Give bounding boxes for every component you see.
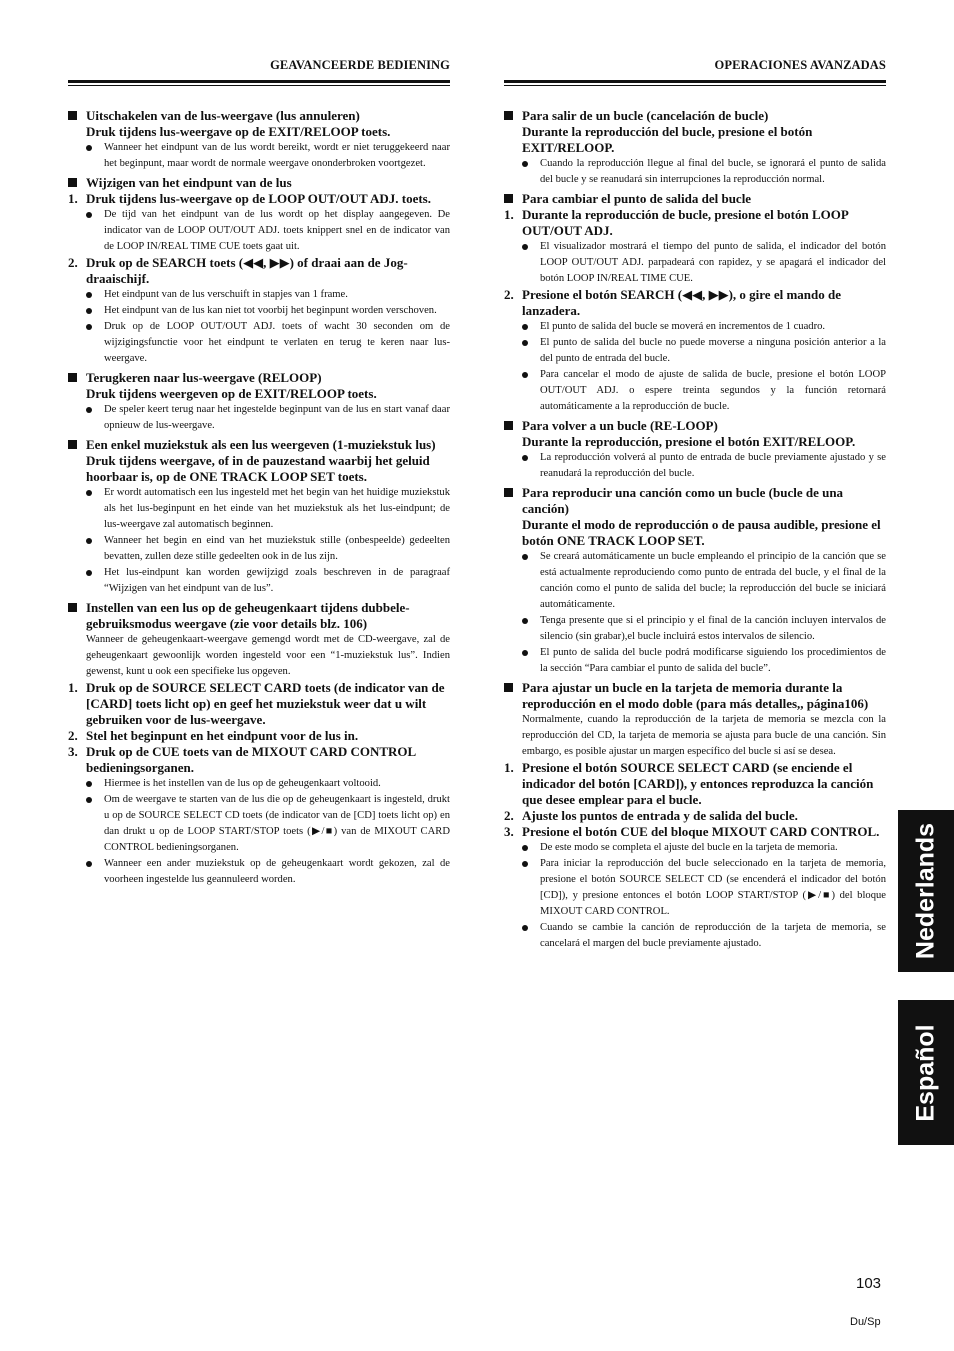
bullet-dot-icon — [86, 861, 92, 867]
section-title-text: Een enkel muziekstuk als een lus weergeven (1-muziekstuk lus) — [86, 437, 436, 452]
square-bullet-icon — [68, 603, 77, 612]
bullet-text: De tijd van het eindpunt van de lus wordt op het display aangegeven. De indicator van de LOOP OUT/OUT ADJ. toets knippert snel en de indicator van de LOOP IN/REAL TIME CUE toets gaat uit. — [104, 209, 450, 252]
bullet-item — [68, 856, 450, 888]
bullet-item — [68, 402, 450, 434]
bullet-dot-icon — [522, 455, 528, 461]
bullet-text: El punto de salida del bucle no puede moverse a ninguna posición anterior a la del punto de entrada del bucle. — [540, 337, 886, 364]
bullet-dot-icon — [86, 324, 92, 330]
step-text: Druk op de SEARCH toets (◀◀, ▶▶) of draai aan de Jog-draaischijf. — [86, 255, 408, 286]
bullet-text: Wanneer het begin en eind van het muziekstuk stille (onbespeelde) gedeelten bevatten, zullen deze stille gedeelten ook in de lus zijn. — [104, 535, 450, 562]
bullet-dot-icon — [86, 212, 92, 218]
left-column-header: GEAVANCEERDE BEDIENING — [68, 58, 450, 83]
step-number: 1. — [68, 191, 78, 206]
instruction: Durante la reproducción, presione el botón EXIT/RELOOP. — [522, 434, 856, 449]
right-content — [504, 108, 886, 952]
bullet-text: Hiermee is het instellen van de lus op de geheugenkaart voltooid. — [104, 778, 381, 789]
section-title — [68, 600, 450, 632]
bullet-text: Wanneer het eindpunt van de lus wordt bereikt, wordt er niet teruggekeerd naar het beginpunt, maar wordt de normale weergave ononderbroken voortgezet. — [104, 142, 450, 169]
bullet-dot-icon — [522, 372, 528, 378]
section-title-text: Para volver a un bucle (RE-LOOP) — [522, 418, 718, 433]
step-item — [504, 287, 886, 319]
step-text: Presione el botón CUE del bloque MIXOUT CARD CONTROL. — [522, 824, 880, 839]
instruction: Druk tijdens weergeven op de EXIT/RELOOP toets. — [86, 386, 377, 401]
bullet-item — [504, 920, 886, 952]
square-bullet-icon — [68, 373, 77, 382]
side-tab-espanol — [898, 1000, 954, 1145]
bullet-item — [504, 335, 886, 367]
bullet-text: Het lus-eindpunt kan worden gewijzigd zoals beschreven in de paragraaf “Wijzigen van het eindpunt van de lus”. — [104, 567, 450, 594]
bullet-item — [504, 549, 886, 613]
bullet-dot-icon — [522, 925, 528, 931]
bullet-item — [68, 287, 450, 303]
square-bullet-icon — [504, 488, 513, 497]
section-title — [68, 108, 450, 124]
bullet-item — [68, 303, 450, 319]
bullet-text: Wanneer een ander muziekstuk op de geheugenkaart wordt gekozen, zal de voorheen ingestelde lus geannuleerd worden. — [104, 858, 450, 885]
square-bullet-icon — [504, 111, 513, 120]
bullet-dot-icon — [522, 244, 528, 250]
paragraph: Wanneer de geheugenkaart-weergave gemengd wordt met de CD-weergave, zal de geheugenkaart gewoonlijk worden ingesteld voor een “1-muziekstuk lus”. Indien gewenst, kunt u ook een specifieke lus opgeven. — [86, 634, 450, 677]
left-column — [68, 58, 450, 888]
bullet-text: Er wordt automatisch een lus ingesteld met het begin van het huidige muziekstuk als het lus-beginpunt en het einde van het muziekstuk als het lus-eindpunt; de lus-weergave zal automatisch beginnen. — [104, 487, 450, 530]
bullet-item — [504, 450, 886, 482]
bullet-dot-icon — [522, 324, 528, 330]
instruction: Durante la reproducción del bucle, presione el botón EXIT/RELOOP. — [522, 124, 813, 155]
bullet-item — [504, 645, 886, 677]
section-title-text: Para salir de un bucle (cancelación de bucle) — [522, 108, 769, 123]
bullet-dot-icon — [86, 407, 92, 413]
section-title — [504, 418, 886, 434]
bullet-item — [504, 613, 886, 645]
bullet-text: El punto de salida del bucle se moverá en incrementos de 1 cuadro. — [540, 321, 826, 332]
bullet-dot-icon — [86, 570, 92, 576]
bullet-text: Para iniciar la reproducción del bucle seleccionado en la tarjeta de memoria, presione el botón SOURCE SELECT CD (se encenderá el indicador del botón [CD]), y presione entonces el botón LOOP START/STOP (▶/■) del bloque MIXOUT CARD CONTROL. — [540, 858, 886, 917]
step-number: 2. — [504, 287, 514, 302]
bullet-text: Druk op de LOOP OUT/OUT ADJ. toets of wacht 30 seconden om de wijzigingsfunctie voor het eindpunt te verlaten en terug te keren naar lus-weergave. — [104, 321, 450, 364]
bullet-item — [504, 239, 886, 287]
side-tab-nederlands — [898, 810, 954, 972]
square-bullet-icon — [68, 111, 77, 120]
step-item — [504, 824, 886, 840]
bullet-text: El punto de salida del bucle podrá modificarse siguiendo los procedimientos de la sección “Para cambiar el punto de salida del bucle”. — [540, 647, 886, 674]
bullet-text: Tenga presente que si el principio y el final de la canción incluyen intervalos de silencio (sin grabar),el bucle incluirá estos intervalos de silencio. — [540, 615, 886, 642]
step-number: 3. — [504, 824, 514, 839]
section-title-text: Wijzigen van het eindpunt van de lus — [86, 175, 292, 190]
bullet-text: El visualizador mostrará el tiempo del punto de salida, el indicador del botón LOOP OUT/OUT ADJ. parpadeará con rapidez, y se apagará el indicador del botón LOOP IN/REAL TIME CUE. — [540, 241, 886, 284]
bullet-dot-icon — [522, 618, 528, 624]
page-number: 103 — [856, 1275, 882, 1292]
square-bullet-icon — [504, 194, 513, 203]
side-tab-nederlands-label: Nederlands — [911, 822, 940, 960]
bullet-dot-icon — [522, 861, 528, 867]
section-title — [68, 175, 450, 191]
section-title-text: Para cambiar el punto de salida del bucle — [522, 191, 752, 206]
bullet-dot-icon — [522, 845, 528, 851]
bullet-item — [68, 140, 450, 172]
language-code: Du/Sp — [850, 1316, 881, 1328]
section-title-text: Para ajustar un bucle en la tarjeta de memoria durante la reproducción en el modo doble (para más detalles,, página106) — [522, 680, 869, 711]
bullet-dot-icon — [86, 797, 92, 803]
bullet-dot-icon — [86, 308, 92, 314]
section-title — [504, 191, 886, 207]
bullet-item — [504, 840, 886, 856]
square-bullet-icon — [504, 683, 513, 692]
section-title — [68, 437, 450, 453]
step-text: Presione el botón SEARCH (◀◀, ▶▶), o gire el mando de lanzadera. — [522, 287, 842, 318]
square-bullet-icon — [504, 421, 513, 430]
step-item — [68, 680, 450, 728]
bullet-item — [68, 485, 450, 533]
bullet-item — [68, 207, 450, 255]
instruction: Druk tijdens weergave, of in de pauzestand waarbij het geluid hoorbaar is, op de ONE TRACK LOOP SET toets. — [86, 453, 430, 484]
step-item — [504, 760, 886, 808]
bullet-dot-icon — [522, 554, 528, 560]
bullet-dot-icon — [522, 161, 528, 167]
step-item — [68, 191, 450, 207]
right-column — [504, 58, 886, 952]
bullet-dot-icon — [86, 781, 92, 787]
step-item — [68, 728, 450, 744]
bullet-text: Om de weergave te starten van de lus die op de geheugenkaart is ingesteld, drukt u op de SOURCE SELECT CD toets (de indicator van de [CD] toets licht op) en dan drukt u op de LOOP START/STOP toets (▶/■) van de MIXOUT CARD CONTROL bedieningsorganen. — [104, 794, 450, 853]
bullet-text: Het eindpunt van de lus verschuift in stapjes van 1 frame. — [104, 289, 348, 300]
instruction: Durante el modo de reproducción o de pausa audible, presione el botón ONE TRACK LOOP SET. — [522, 517, 881, 548]
bullet-item — [504, 156, 886, 188]
bullet-dot-icon — [86, 538, 92, 544]
step-number: 1. — [68, 680, 78, 695]
step-text: Presione el botón SOURCE SELECT CARD (se enciende el indicador del botón [CARD]), y entonces reproduzca la canción que desee emplear para el bucle. — [522, 760, 874, 807]
square-bullet-icon — [68, 178, 77, 187]
bullet-item — [504, 856, 886, 920]
section-title-text: Instellen van een lus op de geheugenkaart tijdens dubbele-gebruiksmodus weergave (zie voor details blz. 106) — [86, 600, 410, 631]
bullet-item — [68, 776, 450, 792]
bullet-text: Het eindpunt van de lus kan niet tot voorbij het beginpunt worden verschoven. — [104, 305, 437, 316]
step-text: Druk op de SOURCE SELECT CARD toets (de indicator van de [CARD] toets licht op) en geef het muziekstuk weer dat u wilt gebruiken voor de lus-weergave. — [86, 680, 445, 727]
step-text: Druk tijdens lus-weergave op de LOOP OUT/OUT ADJ. toets. — [86, 191, 431, 206]
section-title-text: Terugkeren naar lus-weergave (RELOOP) — [86, 370, 322, 385]
step-number: 1. — [504, 207, 514, 222]
bullet-item — [504, 367, 886, 415]
side-tab-espanol-label: Español — [911, 1023, 940, 1122]
step-item — [68, 255, 450, 287]
instruction: Druk tijdens lus-weergave op de EXIT/RELOOP toets. — [86, 124, 391, 139]
bullet-text: De speler keert terug naar het ingestelde beginpunt van de lus en start vanaf daar opnieuw de lus-weergave. — [104, 404, 450, 431]
step-text: Ajuste los puntos de entrada y de salida del bucle. — [522, 808, 798, 823]
bullet-dot-icon — [522, 340, 528, 346]
bullet-text: De este modo se completa el ajuste del bucle en la tarjeta de memoria. — [540, 842, 838, 853]
step-number: 3. — [68, 744, 78, 759]
step-text: Stel het beginpunt en het eindpunt voor de lus in. — [86, 728, 359, 743]
bullet-item — [68, 319, 450, 367]
bullet-dot-icon — [86, 292, 92, 298]
step-number: 2. — [504, 808, 514, 823]
step-item — [504, 207, 886, 239]
step-number: 1. — [504, 760, 514, 775]
right-column-header: OPERACIONES AVANZADAS — [504, 58, 886, 83]
bullet-item — [504, 319, 886, 335]
bullet-text: Para cancelar el modo de ajuste de salida de bucle, presione el botón LOOP OUT/OUT ADJ. o espere treinta segundos y la función retornará automáticamente a la reproducción de bucle. — [540, 369, 886, 412]
step-number: 2. — [68, 255, 78, 270]
section-title — [68, 370, 450, 386]
step-item — [504, 808, 886, 824]
section-title — [504, 108, 886, 124]
section-title-text: Para reproducir una canción como un bucle (bucle de una canción) — [522, 485, 844, 516]
bullet-text: Cuando se cambie la canción de reproducción de la tarjeta de memoria, se cancelará el margen del bucle previamente ajustado. — [540, 922, 886, 949]
section-title-text: Uitschakelen van de lus-weergave (lus annuleren) — [86, 108, 360, 123]
paragraph: Normalmente, cuando la reproducción de la tarjeta de memoria se mezcla con la reproducción del CD, la tarjeta de memoria se ajusta para bucle de una canción. Sin embargo, es posible ajustar un margen específico del bucle si así se desea. — [522, 714, 886, 757]
bullet-item — [68, 565, 450, 597]
section-title — [504, 680, 886, 712]
bullet-item — [68, 792, 450, 856]
bullet-text: La reproducción volverá al punto de entrada de bucle previamente ajustado y se reanudará la reproducción del bucle. — [540, 452, 886, 479]
bullet-text: Se creará automáticamente un bucle empleando el principio de la canción que se está actualmente reproduciendo como punto de entrada del bucle, y el final de la canción como el punto de salida del bucle; la reproducción del bucle se iniciará automáticamente. — [540, 551, 886, 610]
square-bullet-icon — [68, 440, 77, 449]
step-item — [68, 744, 450, 776]
section-title — [504, 485, 886, 517]
bullet-item — [68, 533, 450, 565]
bullet-text: Cuando la reproducción llegue al final del bucle, se ignorará el punto de salida del bucle y se reanudará sin interrupciones la reproducción normal. — [540, 158, 886, 185]
step-text: Durante la reproducción de bucle, presione el botón LOOP OUT/OUT ADJ. — [522, 207, 849, 238]
step-text: Druk op de CUE toets van de MIXOUT CARD CONTROL bedieningsorganen. — [86, 744, 416, 775]
bullet-dot-icon — [86, 145, 92, 151]
bullet-dot-icon — [522, 650, 528, 656]
left-content — [68, 108, 450, 888]
bullet-dot-icon — [86, 490, 92, 496]
step-number: 2. — [68, 728, 78, 743]
